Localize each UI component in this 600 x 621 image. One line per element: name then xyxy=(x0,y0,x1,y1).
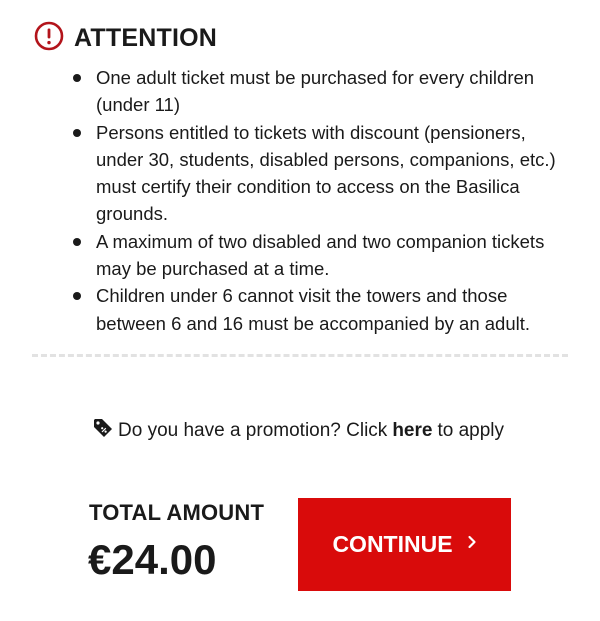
continue-button[interactable] xyxy=(298,498,511,591)
list-item xyxy=(34,282,574,337)
list-item xyxy=(34,64,574,119)
attention-panel xyxy=(34,16,574,337)
promotion-prefix: Do you have a promotion? Click xyxy=(118,420,388,441)
attention-header xyxy=(34,16,574,56)
list-item xyxy=(34,119,574,228)
attention-notes-list xyxy=(34,64,574,337)
promotion-line xyxy=(92,420,504,442)
list-item xyxy=(34,228,574,283)
alert-circle-icon xyxy=(34,21,64,51)
note-text: Children under 6 cannot visit the towers and those between 6 and 16 must be accompanied by an adult. xyxy=(96,285,531,334)
total-amount-value: €24.00 xyxy=(88,536,217,583)
bullet-icon xyxy=(73,238,81,246)
bullet-icon xyxy=(73,292,81,300)
bullet-icon xyxy=(73,74,81,82)
note-text: One adult ticket must be purchased for every children (under 11) xyxy=(96,67,535,116)
dashed-divider xyxy=(32,354,568,357)
apply-promotion-link[interactable]: here xyxy=(392,420,433,441)
note-text: A maximum of two disabled and two companion tickets may be purchased at a time. xyxy=(96,230,545,280)
bullet-icon xyxy=(73,129,81,137)
promotion-suffix: to apply xyxy=(437,420,504,441)
discount-tag-icon xyxy=(92,417,114,439)
total-amount-label: TOTAL AMOUNT xyxy=(89,500,265,525)
note-text: Persons entitled to tickets with discount (pensioners, under 30, students, disabled persons, companions, etc.) must certify their condition to access on the Basilica grounds. xyxy=(96,121,556,225)
attention-title: ATTENTION xyxy=(74,23,217,52)
continue-label: CONTINUE xyxy=(332,531,453,557)
chevron-right-icon xyxy=(467,535,477,549)
